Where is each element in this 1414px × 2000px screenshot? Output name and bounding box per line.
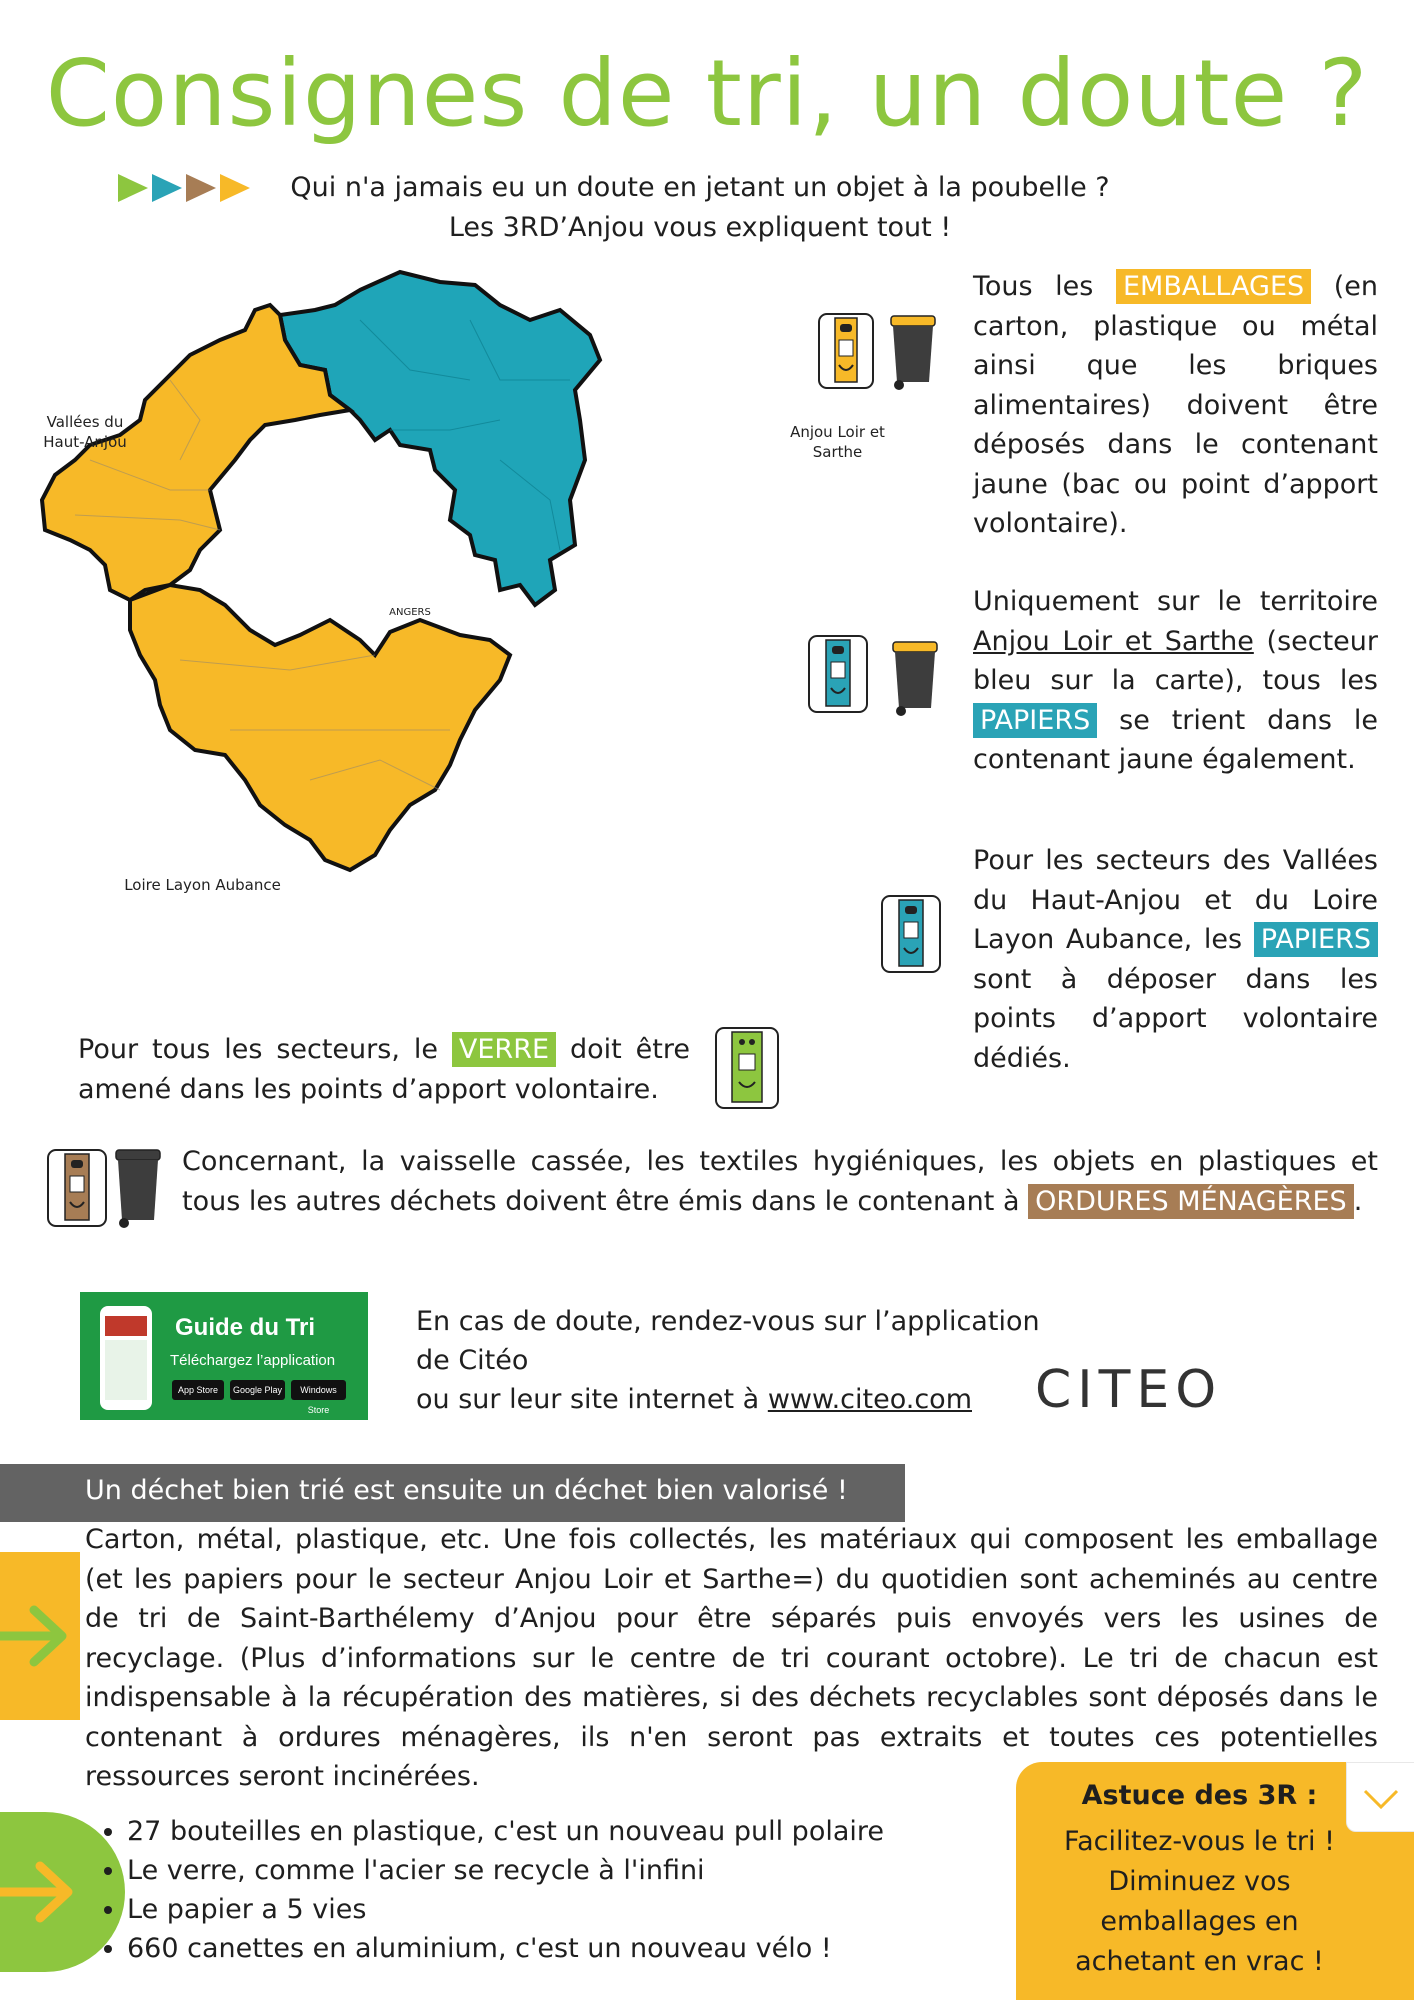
- papiers-anjou-loir-paragraph: [973, 582, 1378, 780]
- ordures-paragraph: [182, 1142, 1378, 1221]
- phone-screen-header: [105, 1316, 147, 1336]
- papiers-als-territory: Anjou Loir et Sarthe: [973, 625, 1254, 657]
- yellow-arrow-block: [0, 1552, 80, 1720]
- ordures-after: .: [1353, 1185, 1363, 1217]
- ordures-highlight: ORDURES MÉNAGÈRES: [1028, 1184, 1354, 1219]
- ordures-before: Concernant, la vaisselle cassée, les textiles hygiéniques, les objets en plastiques et tous les autres déchets doivent être émis dans le contenant à: [182, 1146, 1378, 1217]
- map-label-loire-layon: Loire Layon Aubance: [124, 876, 281, 894]
- arrow-right-icon: [0, 1860, 80, 1924]
- tip-body: [1016, 1822, 1383, 1982]
- chevron-down-icon: [1347, 1763, 1414, 1831]
- emballages-highlight: EMBALLAGES: [1116, 269, 1311, 304]
- subtitle: [200, 168, 1200, 248]
- citeo-line-2-before: ou sur leur site internet à: [416, 1384, 760, 1415]
- google-play-badge[interactable]: Google Play: [230, 1380, 285, 1400]
- emballages-before: Tous les: [973, 271, 1094, 302]
- verre-highlight: VERRE: [452, 1032, 556, 1067]
- guide-du-tri-banner[interactable]: [80, 1292, 368, 1420]
- blue-container-bin-icon: [805, 632, 945, 718]
- subtitle-line-2: Les 3RD’Anjou vous expliquent tout !: [448, 212, 952, 243]
- map-sector-loire-layon: [130, 585, 510, 870]
- map-label-anjou-loir: Anjou Loir et Sarthe: [790, 423, 885, 461]
- guide-subtitle: Téléchargez l’application: [170, 1352, 336, 1369]
- tip-line: achetant en vrac !: [1075, 1946, 1324, 1977]
- emballages-after: (en carton, plastique ou métal ainsi que les briques alimentaires) doivent être déposés dans le contenant jaune (bac ou point d’apport volontaire).: [973, 271, 1378, 539]
- citeo-line-2: [416, 1380, 1056, 1419]
- papiers-other-highlight: PAPIERS: [1254, 922, 1378, 957]
- brown-container-bin-icon: [44, 1146, 168, 1230]
- yellow-container-bin-icon: [815, 310, 943, 392]
- facts-list: [85, 1812, 1027, 1968]
- tip-box: [1016, 1762, 1414, 2000]
- blue-container-icon: [878, 892, 946, 978]
- app-store-badge[interactable]: App Store: [172, 1380, 224, 1400]
- map-label-vallees: Vallées du Haut-Anjou: [43, 413, 127, 451]
- citeo-logo: CITEO: [1035, 1360, 1223, 1420]
- subtitle-line-1: Qui n'a jamais eu un doute en jetant un objet à la poubelle ?: [290, 172, 1110, 203]
- green-glass-container-icon: [712, 1024, 784, 1114]
- verre-before: Pour tous les secteurs, le: [78, 1034, 438, 1065]
- phone-icon: [100, 1306, 152, 1410]
- verre-after: doit être amené dans les points d’apport volontaire.: [78, 1034, 690, 1105]
- list-item: • 27 bouteilles en plastique, c'est un nouveau pull polaire: [127, 1812, 1027, 1851]
- tip-line: Diminuez vos: [1108, 1866, 1291, 1897]
- papiers-als-middle: (secteur bleu sur la carte), tous les: [973, 625, 1378, 696]
- papiers-other-paragraph: [973, 841, 1378, 1078]
- tip-line: Facilitez-vous le tri !: [1064, 1826, 1335, 1857]
- papiers-other-before: Pour les secteurs des Vallées du Haut-Anjou et du Loire Layon Aubance, les: [973, 845, 1378, 955]
- map-sector-anjou-loir: [280, 272, 600, 605]
- list-item: • 660 canettes en aluminium, c'est un nouveau vélo !: [127, 1929, 1027, 1968]
- citeo-link[interactable]: www.citeo.com: [767, 1384, 972, 1415]
- valorise-paragraph: Carton, métal, plastique, etc. Une fois collectés, les matériaux qui composent les emballage (et les papiers pour le secteur Anjou Loir et Sarthe=) du quotidien sont acheminés au centre de tri de Saint-Barthélemy d’Anjou pour être séparés puis envoyés vers les usines de recyclage. (Plus d’informations sur le centre de tri courant octobre). Le tri de chacun est indispensable à la récupération des matières, si des déchets recyclables sont déposés dans le contenant à ordures ménagères, ils n'en seront pas extraits et toutes ces potentielles ressources seront incinérées.: [85, 1524, 1378, 1792]
- arrow-right-icon: [0, 1604, 72, 1668]
- phone-screen-body: [105, 1340, 147, 1400]
- list-item: • Le papier a 5 vies: [127, 1890, 1027, 1929]
- guide-title: Guide du Tri: [175, 1314, 316, 1341]
- emballages-paragraph: [973, 267, 1378, 544]
- papiers-als-before: Uniquement sur le territoire: [973, 586, 1378, 617]
- verre-paragraph: [78, 1030, 690, 1109]
- papiers-other-after: sont à déposer dans les points d’apport volontaire dédiés.: [973, 963, 1378, 1074]
- windows-store-badge[interactable]: Windows Store: [291, 1380, 346, 1400]
- chevron-down-button[interactable]: [1346, 1762, 1414, 1832]
- papiers-als-highlight: PAPIERS: [973, 703, 1097, 738]
- list-item: • Le verre, comme l'acier se recycle à l'infini: [127, 1851, 1027, 1890]
- citeo-paragraph: [416, 1302, 1056, 1419]
- tip-title: Astuce des 3R :: [1081, 1780, 1318, 1811]
- page-title: Consignes de tri, un doute ?: [45, 40, 1369, 147]
- map-label-angers: ANGERS: [389, 607, 431, 618]
- papiers-als-after: se trient dans le contenant jaune également.: [973, 704, 1378, 775]
- tip-line: emballages en: [1100, 1906, 1299, 1937]
- citeo-line-1: En cas de doute, rendez-vous sur l’application de Citéo: [416, 1306, 1040, 1376]
- valorise-heading: Un déchet bien trié est ensuite un déchet bien valorisé !: [85, 1475, 848, 1506]
